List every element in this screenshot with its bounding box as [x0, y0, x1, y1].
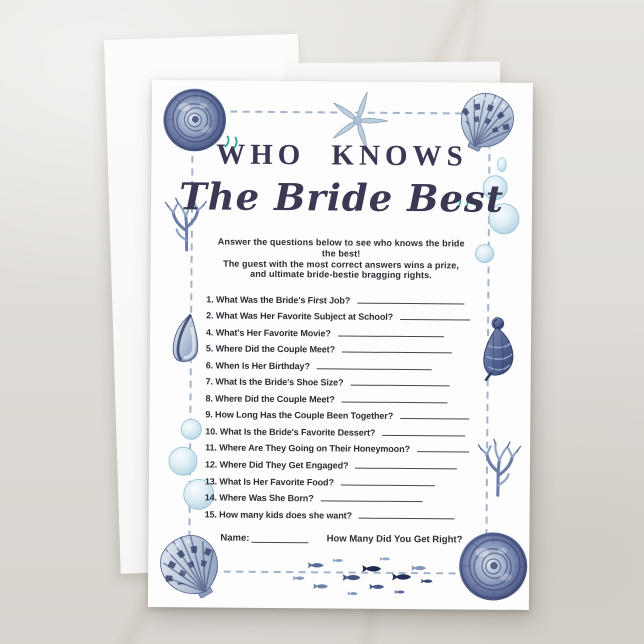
answer-blank-line	[321, 500, 423, 502]
answer-blank-line	[342, 352, 452, 354]
score-label: How Many Did You Get Right?	[326, 533, 463, 546]
question-row	[206, 354, 474, 373]
intro-line: The guest with the most correct answers wins a prize,	[223, 258, 460, 271]
question-text: 6. When Is Her Birthday?	[205, 360, 310, 371]
question-list	[205, 287, 475, 521]
answer-blank-line	[338, 335, 444, 337]
question-text: 11. Where Are They Going on Their Honeymoon?	[205, 442, 410, 455]
question-row	[206, 370, 474, 389]
question-text: 13. What Is Her Favorite Food?	[204, 475, 334, 488]
intro-text	[150, 236, 531, 282]
question-row	[205, 403, 473, 422]
question-row	[206, 287, 474, 306]
question-text: 5. Where Did the Couple Meet?	[205, 343, 336, 355]
footer-row	[220, 533, 468, 546]
name-blank-line	[251, 542, 308, 543]
card-title-line-2: The Bride Best	[179, 174, 505, 221]
intro-line: Answer the questions below to see who knows the bride	[217, 236, 465, 249]
question-text: 2. What Was Her Favorite Subject at School?	[206, 310, 394, 322]
intro-line: the best!	[321, 248, 361, 259]
question-row	[206, 337, 474, 356]
question-text: 7. What Is the Bride's Shoe Size?	[205, 376, 344, 388]
question-row	[205, 420, 473, 439]
name-label: Name:	[220, 532, 250, 544]
question-row	[206, 304, 474, 323]
answer-blank-line	[400, 319, 470, 321]
answer-blank-line	[342, 401, 448, 403]
answer-blank-line	[341, 484, 435, 486]
question-row	[205, 486, 473, 505]
card-title-line-1: WHO KNOWS	[216, 138, 468, 173]
question-row	[205, 436, 473, 455]
fish-school-icon	[286, 549, 440, 602]
intro-line: and ultimate bride-bestie bragging rights.	[250, 269, 432, 281]
question-row	[205, 469, 473, 488]
answer-blank-line	[382, 435, 465, 437]
question-row	[205, 387, 473, 406]
bridal-game-card	[148, 80, 533, 610]
answer-blank-line	[357, 302, 464, 304]
coral-branch-icon	[467, 422, 530, 510]
question-text: 15. How many kids does she want?	[204, 509, 352, 521]
question-text: 4. What's Her Favorite Movie?	[205, 327, 331, 339]
question-text: 12. Where Did They Get Engaged?	[204, 459, 349, 471]
question-row	[206, 321, 474, 340]
question-text: 1. What Was the Bride's First Job?	[206, 293, 351, 306]
question-text: 8. Where Did the Couple Meet?	[205, 393, 335, 405]
answer-blank-line	[355, 468, 457, 470]
question-row	[205, 503, 473, 522]
answer-blank-line	[400, 418, 469, 420]
question-text: 9. How Long Has the Couple Been Together?	[205, 409, 394, 422]
answer-blank-line	[350, 385, 449, 387]
answer-blank-line	[359, 517, 455, 519]
question-row	[205, 453, 473, 472]
question-text: 14. Where Was She Born?	[204, 492, 314, 504]
question-text: 10. What Is the Bride's Favorite Dessert?	[205, 426, 376, 438]
answer-blank-line	[317, 368, 432, 370]
answer-blank-line	[417, 452, 469, 453]
